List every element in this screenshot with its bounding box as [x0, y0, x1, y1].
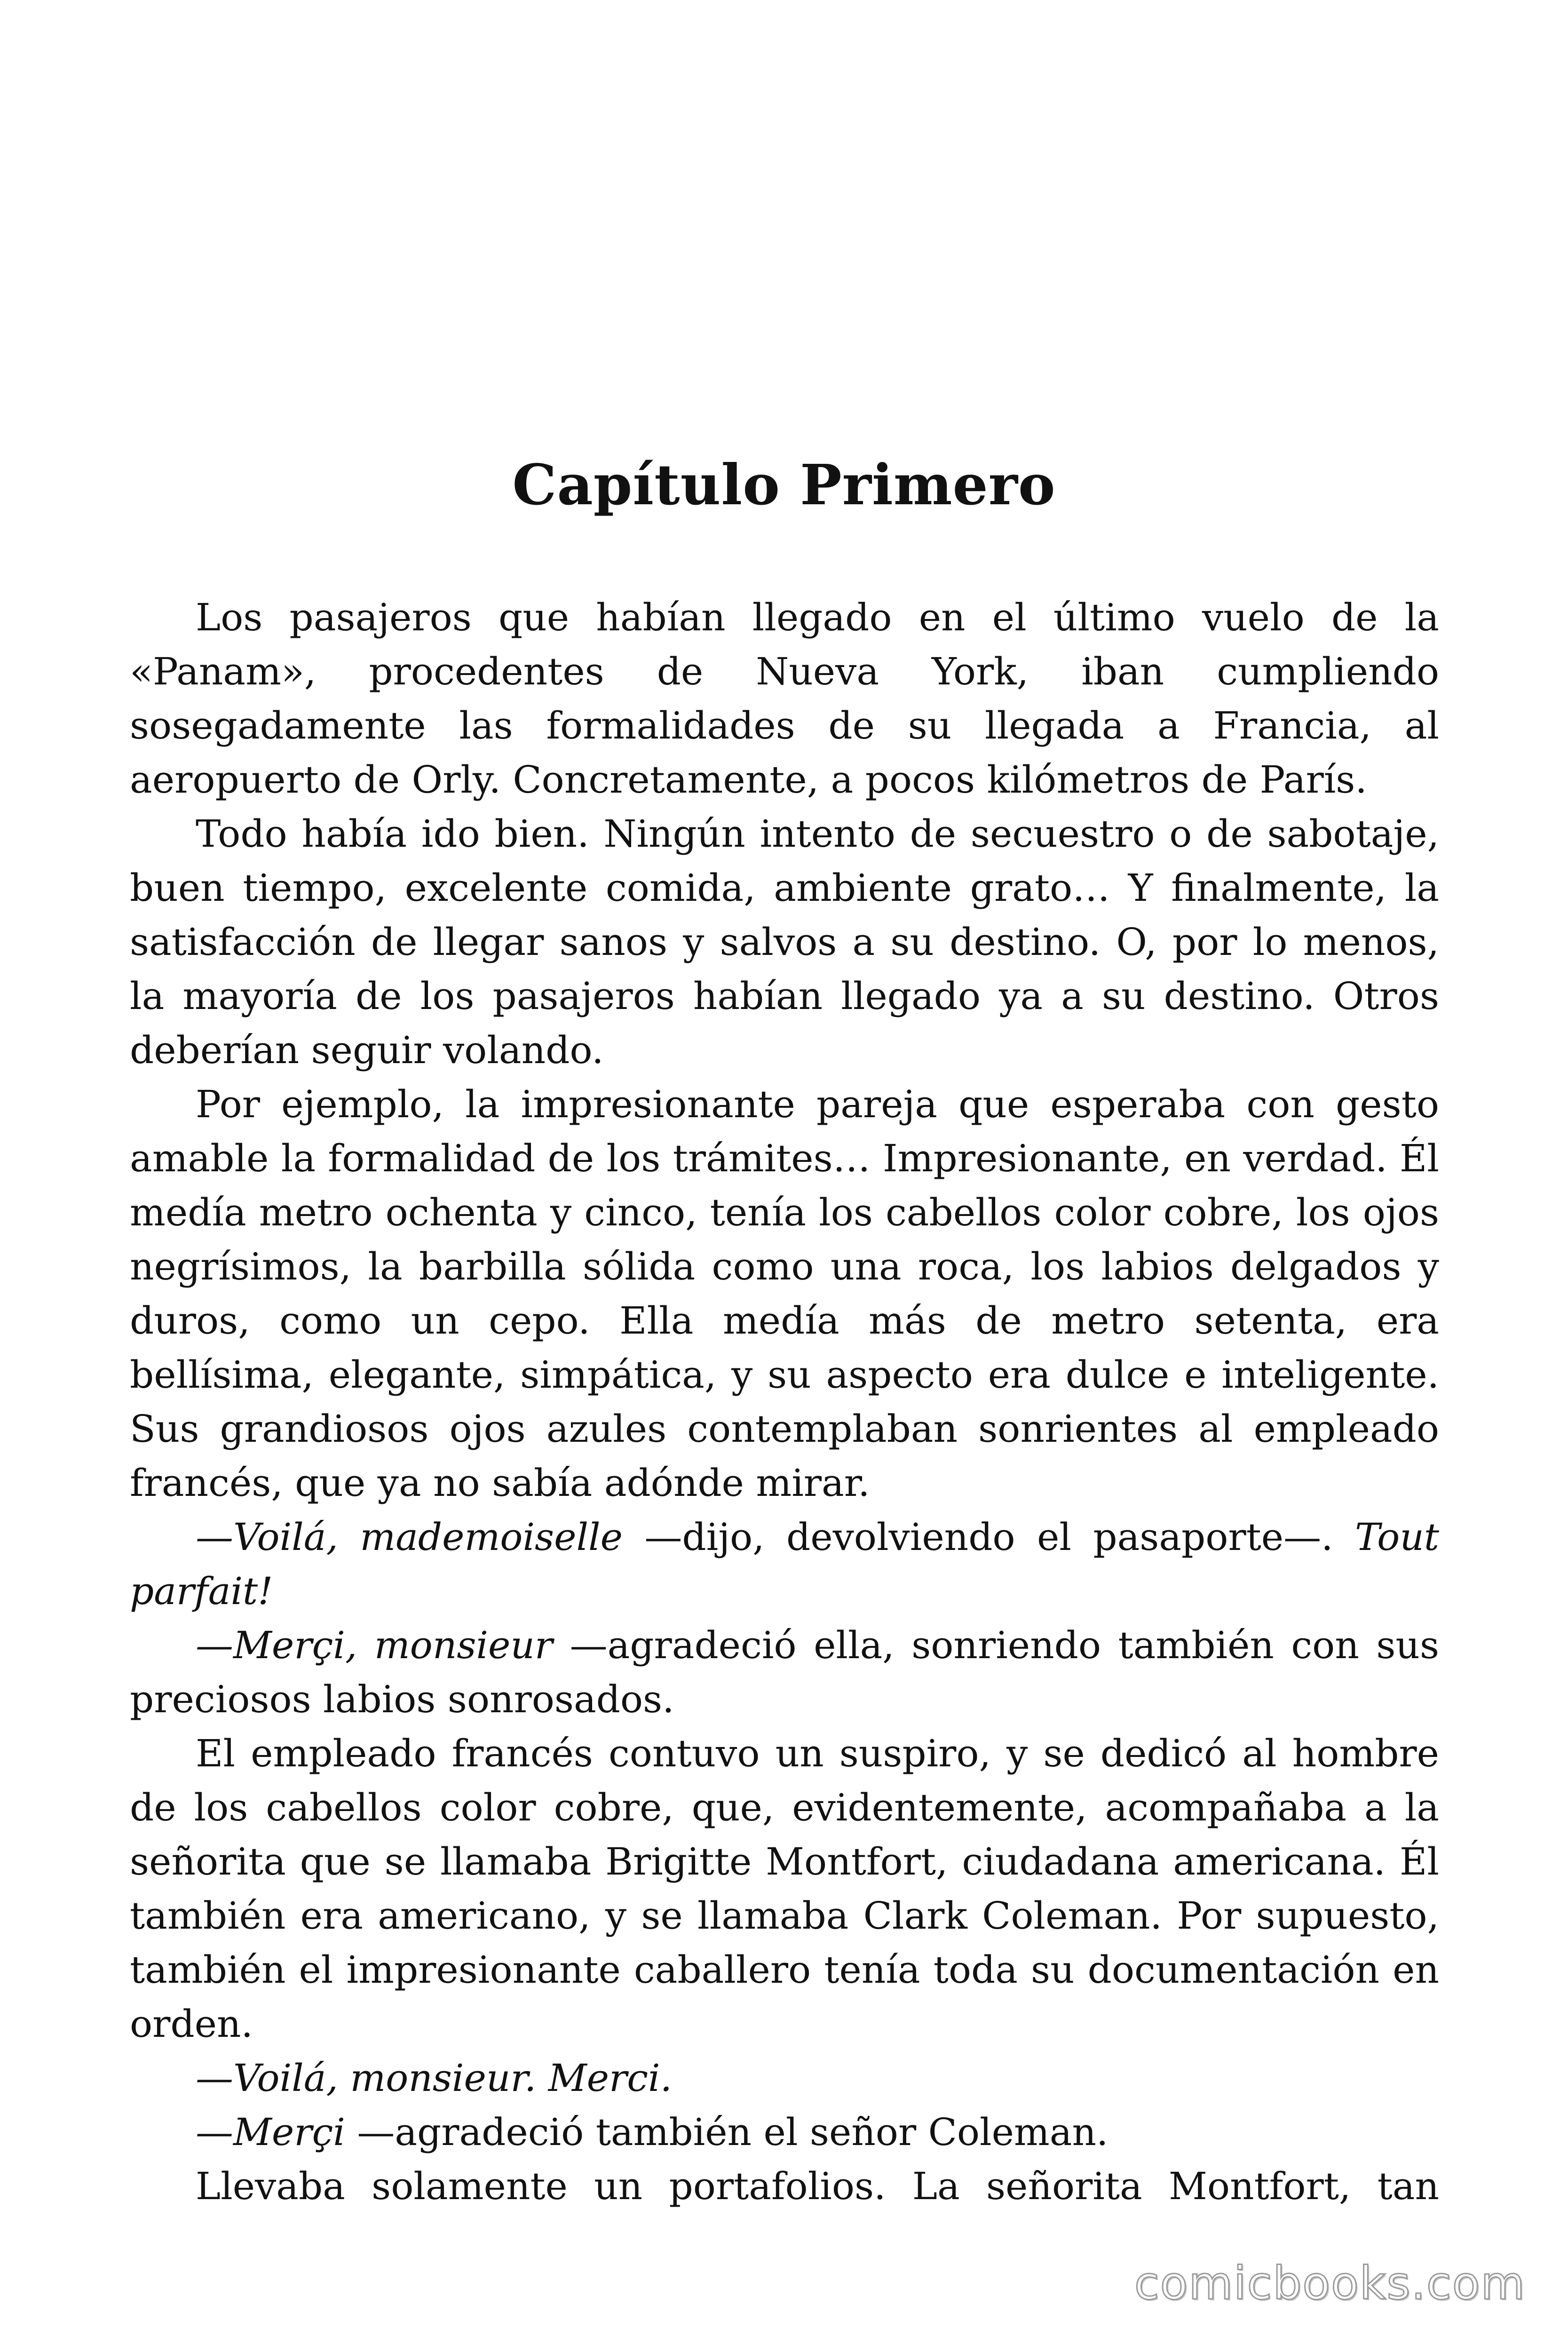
paragraph-8	[130, 2105, 1439, 2159]
dialogue-italic: —Voilá, mademoiselle	[196, 1515, 623, 1559]
watermark: comicbooks.com	[1134, 2257, 1526, 2310]
dialogue-text: —dijo, devolviendo el pasaporte—.	[622, 1515, 1355, 1559]
paragraph-2: Todo había ido bien. Ningún intento de secuestro o de sabotaje, buen tiempo, excelente comida, ambiente grato… Y finalmente, la satisfacción de llegar sanos y salvos a su destino. O, por lo menos, la mayoría de los pasajeros habían llegado ya a su destino. Otros deberían seguir volando.	[130, 812, 1439, 1072]
paragraph-5	[130, 1618, 1439, 1726]
paragraph-1: Los pasajeros que habían llegado en el último vuelo de la «Panam», procedentes de Nueva York, iban cumpliendo sosegadamente las formalidades de su llegada a Francia, al aeropuerto de Orly. Concretamente, a pocos kilómetros de París.	[130, 596, 1439, 802]
dialogue-italic: —Voilá, monsieur. Merci.	[196, 2056, 673, 2100]
paragraph-7	[130, 2051, 1439, 2105]
paragraph-6: El empleado francés contuvo un suspiro, y se dedicó al hombre de los cabellos color cobre, que, evidentemente, acompañaba a la señorita que se llamaba Brigitte Montfort, ciudadana americana. Él también era americano, y se llamaba Clark Coleman. Por supuesto, también el impresionante caballero tenía toda su documentación en orden.	[130, 1732, 1439, 2046]
paragraph-3: Por ejemplo, la impresionante pareja que esperaba con gesto amable la formalidad de los trámites… Impresionante, en verdad. Él medía metro ochenta y cinco, tenía los cabellos color cobre, los ojos negrísimos, la barbilla sólida como una roca, los labios delgados y duros, como un cepo. Ella medía más de metro setenta, era bellísima, elegante, simpática, y su aspecto era dulce e inteligente. Sus grandiosos ojos azules contemplaban sonrientes al empleado francés, que ya no sabía adónde mirar.	[130, 1082, 1439, 1505]
dialogue-italic: —Merçi	[196, 2110, 345, 2154]
dialogue-italic: —Merçi, monsieur	[196, 1623, 553, 1667]
paragraph-9: Llevaba solamente un portafolios. La señorita Montfort, tan	[196, 2164, 1439, 2208]
dialogue-italic: Tout parfait!	[130, 1515, 1439, 1613]
chapter-body	[130, 590, 1439, 2213]
chapter-title: Capítulo Primero	[512, 452, 1056, 517]
paragraph-4	[130, 1510, 1439, 1618]
dialogue-text: —agradeció ella, sonriendo también con sus preciosos labios sonrosados.	[130, 1623, 1440, 1721]
dialogue-text: —agradeció también el señor Coleman.	[345, 2110, 1109, 2154]
